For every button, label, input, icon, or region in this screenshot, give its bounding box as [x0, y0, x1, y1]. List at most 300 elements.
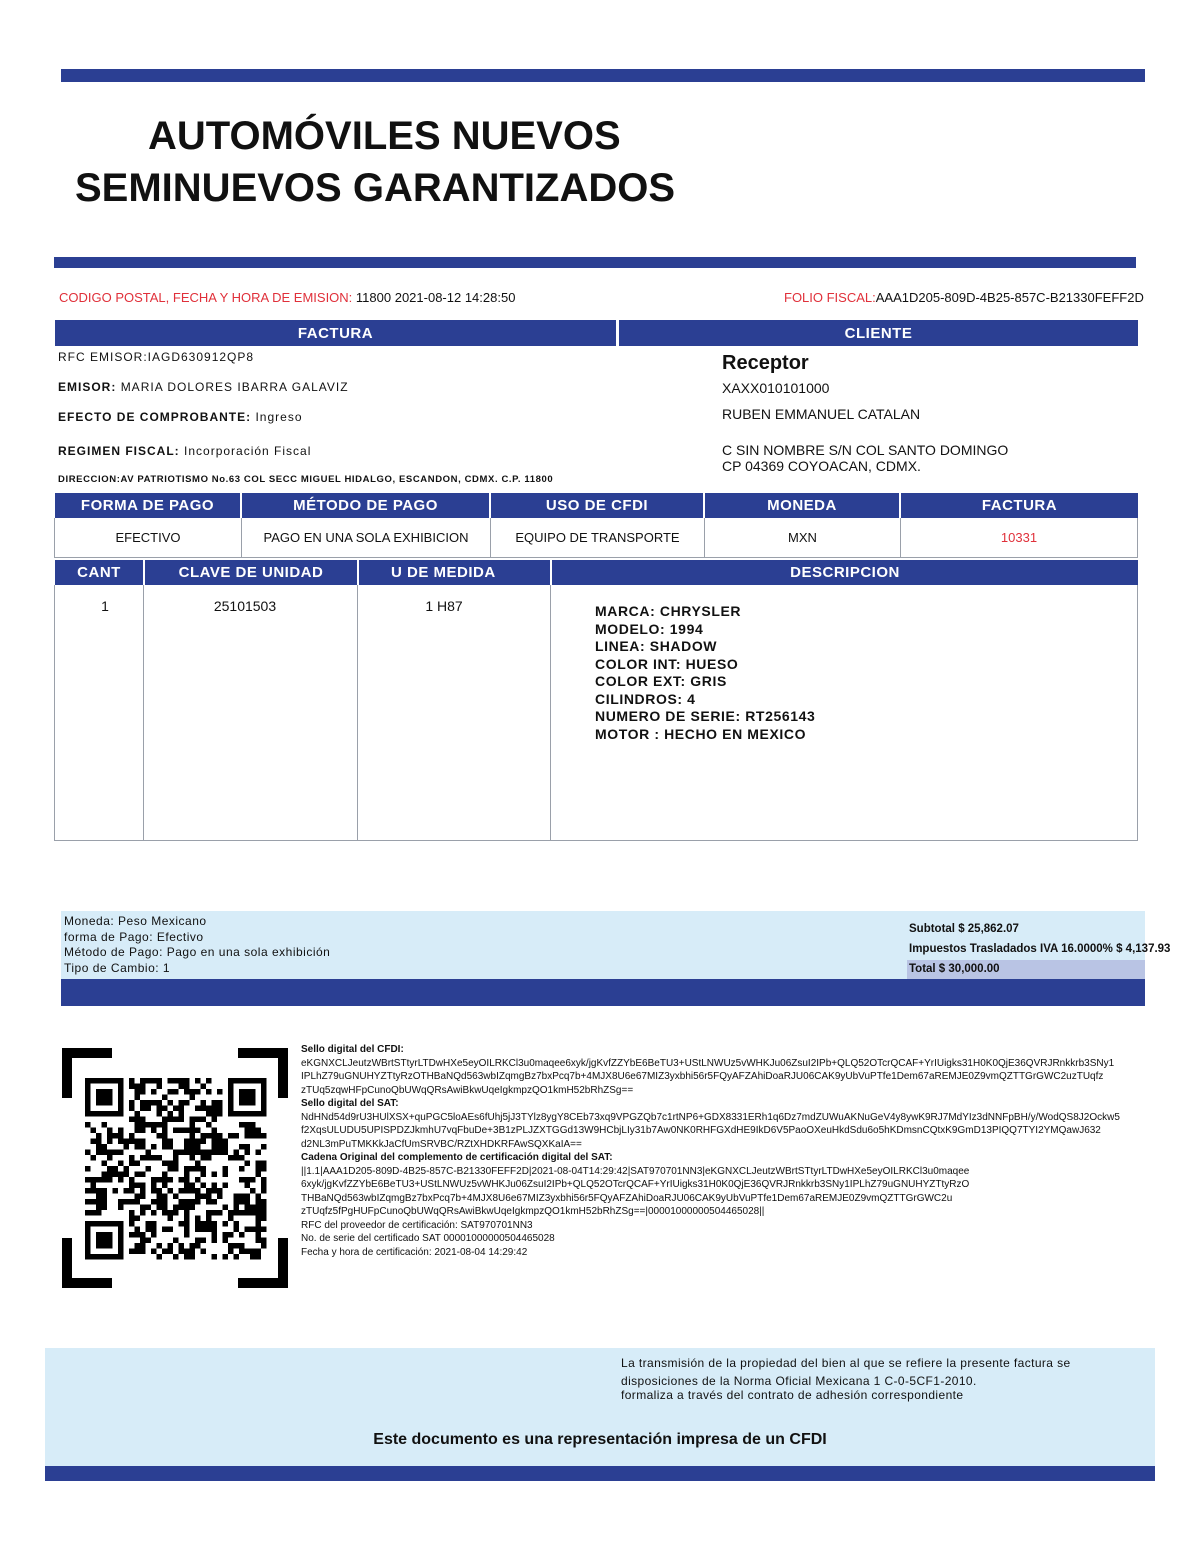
qr-module [157, 1194, 163, 1200]
qr-module [140, 1089, 146, 1095]
qr-module [135, 1084, 141, 1090]
company-name [75, 110, 975, 214]
qr-module [234, 1133, 240, 1139]
qr-module [135, 1111, 141, 1117]
qr-module [184, 1144, 190, 1150]
emisor-nombre [58, 380, 349, 394]
qr-module [124, 1188, 130, 1194]
sello-cfdi-line: IPLhZ79uGNUHYZTtyRzOTHBaNQd563wbIZqmgBz7bxPcq7b+4MJX8U6e67MIZ3yxbhi56r5FQyAFZAhiDoaRJU06CAK9yUbVuPTfe1Dem67aREMJE0Z9vmQZTTGrGWC2uzTUqfz [301, 1071, 1104, 1082]
qr-module [168, 1227, 174, 1233]
qr-module [190, 1117, 196, 1123]
qr-module [223, 1238, 229, 1244]
qr-module [256, 1199, 262, 1205]
cadena-line: 6xyk/jgKvfZZYbE6BeTU3+UStLNWUz5vWHKJu06ZsuI2IPb+QLQ52OTcrQCAF+YrIUigks31H0K0QjE36QVRJRnkkrb3SNy1IPLhZ79uGNUHYZTtyRzO [301, 1179, 970, 1190]
qr-module [184, 1221, 190, 1227]
qr-module [250, 1210, 256, 1216]
qr-module [179, 1100, 185, 1106]
qr-module [146, 1122, 152, 1128]
qr-module [157, 1205, 163, 1211]
qr-module [201, 1117, 207, 1123]
qr-module [256, 1194, 262, 1200]
qr-module [107, 1150, 113, 1156]
sello-sat-line: f2XqsULUDU5UPISPDZJkmhU7vqFbuDe+3B1zPLJZXTGGd13W9HCbjLIy31b7Aw0NK0RHFGXdHE9IkD6V5PaoOXeuHkdSdu6o5hKDmsnCQtxK9GmD13PIQQ7TYI2YMQawJ632 [301, 1125, 1101, 1136]
qr-module [217, 1144, 223, 1150]
qr-module [250, 1177, 256, 1183]
qr-module [190, 1183, 196, 1189]
company-name-line2: SEMINUEVOS GARANTIZADOS [75, 166, 676, 210]
qr-module [261, 1238, 267, 1244]
pago-header-forma: FORMA DE PAGO [55, 493, 240, 518]
qr-module [96, 1133, 102, 1139]
qr-module [223, 1139, 229, 1145]
qr-module [162, 1177, 168, 1183]
qr-module [168, 1188, 174, 1194]
qr-module [190, 1166, 196, 1172]
folio-fiscal [784, 290, 1144, 305]
pago-value-factura: 10331 [901, 518, 1138, 557]
qr-module [212, 1183, 218, 1189]
qr-module [151, 1128, 157, 1134]
qr-module [245, 1205, 251, 1211]
qr-module [135, 1161, 141, 1167]
qr-module [129, 1117, 135, 1123]
qr-module [261, 1177, 267, 1183]
qr-module [184, 1139, 190, 1145]
qr-module [162, 1106, 168, 1112]
receptor-rfc: XAXX010101000 [722, 380, 830, 396]
qr-module [245, 1177, 251, 1183]
items-header-descripcion: DESCRIPCION [552, 560, 1138, 585]
qr-module [151, 1210, 157, 1216]
qr-module [261, 1161, 267, 1167]
qr-module [184, 1183, 190, 1189]
qr-module [168, 1089, 174, 1095]
qr-module [228, 1216, 234, 1222]
qr-module [217, 1100, 223, 1106]
qr-module [140, 1144, 146, 1150]
qr-module [223, 1232, 229, 1238]
qr-module [107, 1177, 113, 1183]
qr-module [239, 1210, 245, 1216]
sellos-block [301, 1043, 1121, 1259]
qr-finder-pattern [96, 1089, 113, 1106]
qr-module [206, 1078, 212, 1084]
qr-module [151, 1144, 157, 1150]
qr-module [234, 1227, 240, 1233]
qr-module [146, 1205, 152, 1211]
qr-module [212, 1133, 218, 1139]
qr-module [146, 1155, 152, 1161]
emission-info [59, 290, 515, 305]
qr-module [245, 1133, 251, 1139]
qr-module [217, 1210, 223, 1216]
qr-module [102, 1194, 108, 1200]
qr-module [102, 1161, 108, 1167]
qr-module [228, 1249, 234, 1255]
qr-module [107, 1133, 113, 1139]
receptor-title: Receptor [722, 352, 809, 374]
no-serie-certificado: No. de serie del certificado SAT 00001000000504465028 [301, 1233, 555, 1244]
qr-module [168, 1161, 174, 1167]
qr-module [151, 1183, 157, 1189]
qr-module [234, 1155, 240, 1161]
qr-module [129, 1106, 135, 1112]
emission-label: CODIGO POSTAL, FECHA Y HORA DE EMISION: [59, 290, 353, 305]
qr-module [201, 1172, 207, 1178]
qr-module [201, 1227, 207, 1233]
qr-module [129, 1155, 135, 1161]
qr-module [162, 1095, 168, 1101]
qr-module [261, 1144, 267, 1150]
qr-module [179, 1128, 185, 1134]
qr-module [173, 1238, 179, 1244]
qr-module [256, 1128, 262, 1134]
qr-module [135, 1095, 141, 1101]
qr-module [190, 1095, 196, 1101]
qr-module [190, 1150, 196, 1156]
qr-module [201, 1155, 207, 1161]
qr-module [168, 1177, 174, 1183]
qr-module [206, 1111, 212, 1117]
qr-module [212, 1172, 218, 1178]
qr-module [162, 1122, 168, 1128]
qr-module [162, 1172, 168, 1178]
qr-module [107, 1166, 113, 1172]
qr-module [157, 1199, 163, 1205]
qr-module [239, 1243, 245, 1249]
qr-module [135, 1232, 141, 1238]
item-descripcion [595, 603, 815, 743]
qr-module [239, 1155, 245, 1161]
qr-module [256, 1221, 262, 1227]
title-rule [54, 257, 1136, 268]
qr-module [140, 1122, 146, 1128]
qr-module [206, 1106, 212, 1112]
summary-subtotal: Subtotal $ 25,862.07 [909, 923, 1019, 935]
qr-module [184, 1150, 190, 1156]
footer-legal-line: disposiciones de la Norma Oficial Mexicana 1 C-0-5CF1-2010. [621, 1374, 977, 1388]
qr-module [135, 1249, 141, 1255]
qr-module [190, 1249, 196, 1255]
qr-module [206, 1150, 212, 1156]
qr-module [217, 1089, 223, 1095]
qr-module [223, 1172, 229, 1178]
qr-module [157, 1122, 163, 1128]
qr-module [195, 1199, 201, 1205]
qr-module [173, 1254, 179, 1260]
qr-module [190, 1243, 196, 1249]
qr-module [190, 1122, 196, 1128]
qr-module [195, 1089, 201, 1095]
qr-module [129, 1221, 135, 1227]
qr-module [124, 1139, 130, 1145]
qr-module [124, 1199, 130, 1205]
qr-module [179, 1199, 185, 1205]
qr-module [190, 1089, 196, 1095]
qr-module [234, 1221, 240, 1227]
qr-module [102, 1177, 108, 1183]
qr-module [168, 1139, 174, 1145]
emission-value: 11800 2021-08-12 14:28:50 [355, 290, 516, 305]
qr-module [179, 1078, 185, 1084]
qr-module [151, 1100, 157, 1106]
qr-module [135, 1194, 141, 1200]
qr-module [234, 1199, 240, 1205]
qr-module [157, 1078, 163, 1084]
qr-module [190, 1144, 196, 1150]
descripcion-line: COLOR INT: HUESO [595, 655, 739, 672]
qr-module [190, 1188, 196, 1194]
qr-module [173, 1128, 179, 1134]
qr-module [168, 1111, 174, 1117]
qr-module [212, 1199, 218, 1205]
qr-module [173, 1078, 179, 1084]
qr-module [206, 1194, 212, 1200]
qr-module [261, 1210, 267, 1216]
qr-module [212, 1221, 218, 1227]
qr-module [140, 1188, 146, 1194]
qr-module [212, 1128, 218, 1134]
summary-impuestos: Impuestos Trasladados IVA 16.0000% $ 4,137.93 [909, 943, 1171, 955]
qr-module [96, 1205, 102, 1211]
qr-module [151, 1188, 157, 1194]
qr-module [135, 1117, 141, 1123]
qr-module [140, 1106, 146, 1112]
qr-module [151, 1199, 157, 1205]
qr-module [173, 1161, 179, 1167]
qr-module [85, 1122, 91, 1128]
qr-module [140, 1155, 146, 1161]
qr-module [140, 1084, 146, 1090]
footer-legal-line: La transmisión de la propiedad del bien al que se refiere la presente factura se [621, 1356, 1071, 1370]
qr-module [129, 1078, 135, 1084]
qr-module [168, 1144, 174, 1150]
qr-module [201, 1166, 207, 1172]
qr-module [195, 1106, 201, 1112]
qr-module [146, 1227, 152, 1233]
qr-module [179, 1177, 185, 1183]
qr-module [195, 1166, 201, 1172]
items-header-medida: U DE MEDIDA [359, 560, 550, 585]
qr-module [168, 1166, 174, 1172]
qr-module [168, 1210, 174, 1216]
qr-module [206, 1221, 212, 1227]
qr-module [85, 1166, 91, 1172]
items-border-2 [357, 585, 358, 840]
qr-module [135, 1139, 141, 1145]
qr-module [184, 1084, 190, 1090]
qr-module [179, 1188, 185, 1194]
cadena-line: ||1.1|AAA1D205-809D-4B25-857C-B21330FEFF2D|2021-08-04T14:29:42|SAT970701NN3|eKGNXCLJeutzWBrtSTtyrLTDwHXe5eyOILRKCl3u0maqee [301, 1165, 970, 1177]
qr-module [157, 1133, 163, 1139]
qr-module [256, 1205, 262, 1211]
qr-module [239, 1177, 245, 1183]
qr-module [140, 1172, 146, 1178]
bottom-rule [45, 1466, 1155, 1481]
qr-module [96, 1177, 102, 1183]
qr-module [184, 1078, 190, 1084]
qr-module [146, 1100, 152, 1106]
qr-module [184, 1177, 190, 1183]
qr-module [179, 1150, 185, 1156]
qr-module [140, 1249, 146, 1255]
qr-module [102, 1150, 108, 1156]
qr-module [179, 1243, 185, 1249]
qr-module [195, 1188, 201, 1194]
qr-module [250, 1254, 256, 1260]
qr-module [157, 1111, 163, 1117]
qr-module [206, 1122, 212, 1128]
emisor-direccion: DIRECCION:AV PATRIOTISMO No.63 COL SECC MIGUEL HIDALGO, ESCANDON, CDMX. C.P. 11800 [58, 474, 554, 485]
qr-module [124, 1166, 130, 1172]
qr-module [113, 1172, 119, 1178]
qr-module [96, 1210, 102, 1216]
qr-module [157, 1177, 163, 1183]
descripcion-line: MODELO: 1994 [595, 620, 704, 637]
qr-module [250, 1205, 256, 1211]
qr-module [162, 1144, 168, 1150]
footer-legal-line: formaliza a través del contrato de adhesión correspondiente [621, 1388, 964, 1402]
qr-module [195, 1144, 201, 1150]
qr-module [168, 1243, 174, 1249]
summary-forma: forma de Pago: Efectivo [64, 929, 204, 944]
qr-module [256, 1254, 262, 1260]
qr-module [206, 1227, 212, 1233]
qr-module [173, 1117, 179, 1123]
qr-module [256, 1210, 262, 1216]
qr-module [140, 1243, 146, 1249]
qr-module [140, 1117, 146, 1123]
qr-module [201, 1139, 207, 1145]
pago-header-uso: USO DE CFDI [491, 493, 703, 518]
qr-module [129, 1249, 135, 1255]
qr-module [184, 1227, 190, 1233]
qr-module [217, 1133, 223, 1139]
summary-metodo: Método de Pago: Pago en una sola exhibición [64, 945, 331, 959]
qr-code-image [62, 1048, 288, 1288]
qr-module [245, 1227, 251, 1233]
qr-module [184, 1216, 190, 1222]
qr-module [107, 1139, 113, 1145]
qr-module [135, 1144, 141, 1150]
descripcion-line: COLOR EXT: GRIS [595, 673, 727, 689]
qr-module [206, 1155, 212, 1161]
qr-module [201, 1150, 207, 1156]
qr-module [223, 1183, 229, 1189]
qr-module [256, 1232, 262, 1238]
qr-module [140, 1139, 146, 1145]
qr-module [201, 1221, 207, 1227]
qr-module [245, 1128, 251, 1134]
qr-module [201, 1183, 207, 1189]
qr-module [162, 1128, 168, 1134]
qr-module [162, 1227, 168, 1233]
qr-module [261, 1216, 267, 1222]
cliente-header: CLIENTE [619, 320, 1138, 346]
qr-module [129, 1100, 135, 1106]
emisor-nombre-value: MARIA DOLORES IBARRA GALAVIZ [120, 380, 349, 394]
qr-module [201, 1106, 207, 1112]
qr-module [250, 1227, 256, 1233]
qr-module [212, 1232, 218, 1238]
qr-module [168, 1100, 174, 1106]
pago-value-uso: EQUIPO DE TRANSPORTE [491, 518, 705, 557]
qr-module [261, 1166, 267, 1172]
qr-module [250, 1249, 256, 1255]
qr-module [102, 1188, 108, 1194]
item-medida: 1 H87 [425, 598, 463, 614]
sello-sat-line: d2NL3mPuTMKKkJaCfUmSRVBC/RZtXHDKRFAwSQXKaIA== [301, 1138, 582, 1150]
qr-module [91, 1155, 97, 1161]
qr-module [129, 1232, 135, 1238]
qr-module [234, 1210, 240, 1216]
qr-module [245, 1199, 251, 1205]
qr-module [212, 1144, 218, 1150]
qr-module [184, 1188, 190, 1194]
qr-module [245, 1249, 251, 1255]
qr-module [184, 1199, 190, 1205]
qr-module [129, 1183, 135, 1189]
qr-module [179, 1106, 185, 1112]
qr-module [107, 1155, 113, 1161]
qr-code [62, 1048, 288, 1288]
qr-module [245, 1194, 251, 1200]
qr-module [195, 1227, 201, 1233]
emisor-efecto [58, 410, 303, 424]
pago-value-moneda: MXN [705, 518, 901, 557]
qr-module [206, 1089, 212, 1095]
qr-module [239, 1122, 245, 1128]
qr-module [85, 1177, 91, 1183]
qr-module [102, 1205, 108, 1211]
qr-module [239, 1144, 245, 1150]
qr-module [146, 1221, 152, 1227]
qr-module [157, 1243, 163, 1249]
qr-module [129, 1139, 135, 1145]
qr-module [124, 1172, 130, 1178]
qr-module [195, 1078, 201, 1084]
qr-module [250, 1128, 256, 1134]
qr-module [212, 1111, 218, 1117]
qr-module [256, 1249, 262, 1255]
qr-module [168, 1216, 174, 1222]
qr-module [184, 1205, 190, 1211]
qr-module [162, 1199, 168, 1205]
qr-module [151, 1249, 157, 1255]
qr-module [245, 1183, 251, 1189]
qr-module [140, 1238, 146, 1244]
qr-module [173, 1155, 179, 1161]
qr-module [179, 1249, 185, 1255]
qr-module [85, 1210, 91, 1216]
qr-module [140, 1100, 146, 1106]
qr-module [91, 1177, 97, 1183]
qr-module [256, 1133, 262, 1139]
qr-module [217, 1188, 223, 1194]
qr-module [157, 1106, 163, 1112]
qr-module [190, 1199, 196, 1205]
descripcion-line: MOTOR : HECHO EN MEXICO [595, 725, 807, 742]
qr-module [212, 1100, 218, 1106]
qr-module [261, 1133, 267, 1139]
qr-module [201, 1194, 207, 1200]
receptor-nombre: RUBEN EMMANUEL CATALAN [722, 406, 921, 422]
qr-module [190, 1128, 196, 1134]
qr-module [239, 1232, 245, 1238]
emisor-efecto-label: EFECTO DE COMPROBANTE: [58, 410, 252, 424]
factura-header: FACTURA [55, 320, 616, 346]
qr-module [157, 1084, 163, 1090]
